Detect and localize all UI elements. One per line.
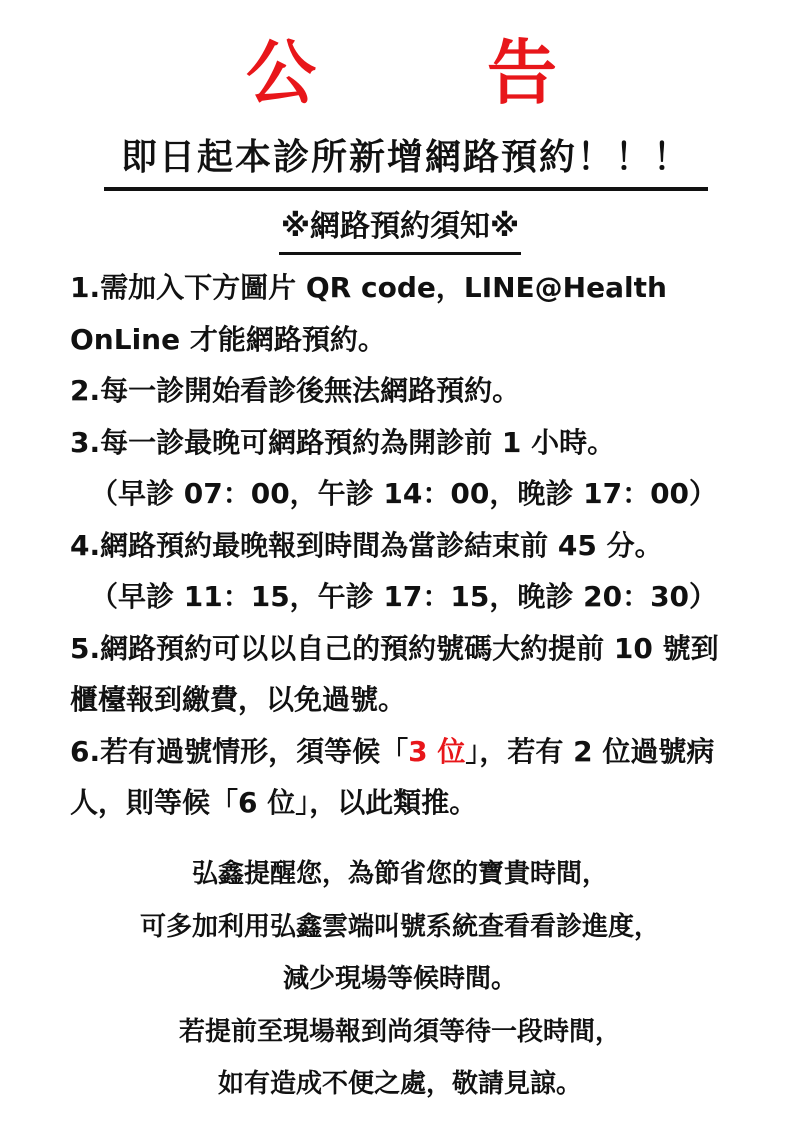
rule-5-line-1: 5.網路預約可以以自己的預約號碼大約提前 10 號到 (70, 631, 719, 665)
subtitle-underline (104, 187, 708, 191)
notice-title-text: ※網路預約須知※ (279, 204, 521, 255)
heading-char-left: 公 (246, 32, 316, 114)
rules-list (70, 262, 760, 829)
closing-line-2: 可多加利用弘鑫雲端叫號系統查看看診進度， (139, 911, 660, 942)
subtitle: 即日起本診所新增網路預約！！！ (120, 137, 691, 178)
closing-line-4: 若提前至現場報到尚須等待一段時間， (178, 1016, 621, 1047)
notice-title (0, 204, 800, 255)
rule-1-line-1: 1.需加入下方圖片 QR code，LINE@Health (70, 271, 667, 304)
rule-6-line-1 (70, 726, 760, 778)
closing-line-3: 減少現場等候時間。 (282, 964, 517, 994)
rule-6-line-2: 人，則等候「6 位」，以此類推。 (70, 786, 478, 819)
rule-4: 4.網路預約最晚報到時間為當診結束前 45 分。 (70, 528, 663, 562)
rule-6-text-pre: 6.若有過號情形，須等候「 (70, 734, 409, 768)
rule-6-highlight: 3 位 (408, 734, 466, 768)
rule-5-line-2: 櫃檯報到繳費，以免過號。 (70, 683, 407, 716)
rule-6-text-post: 」，若有 2 位過號病 (465, 734, 715, 768)
rule-2: 2.每一診開始看診後無法網路預約。 (70, 374, 521, 407)
closing-message (0, 848, 800, 1111)
closing-line-5: 如有造成不便之處，敬請見諒。 (217, 1069, 582, 1099)
announcement-heading (0, 28, 800, 118)
rule-3: 3.每一診最晚可網路預約為開診前 1 小時。 (70, 425, 616, 459)
closing-line-1: 弘鑫提醒您，為節省您的寶貴時間， (191, 859, 608, 889)
rule-3-times: （早診 07：00，午診 14：00，晚診 17：00） (90, 477, 718, 510)
heading-char-right: 告 (487, 32, 557, 114)
rule-1-line-2: OnLine 才能網路預約。 (70, 322, 386, 356)
rule-4-times: （早診 11：15，午診 17：15，晚診 20：30） (90, 580, 718, 613)
